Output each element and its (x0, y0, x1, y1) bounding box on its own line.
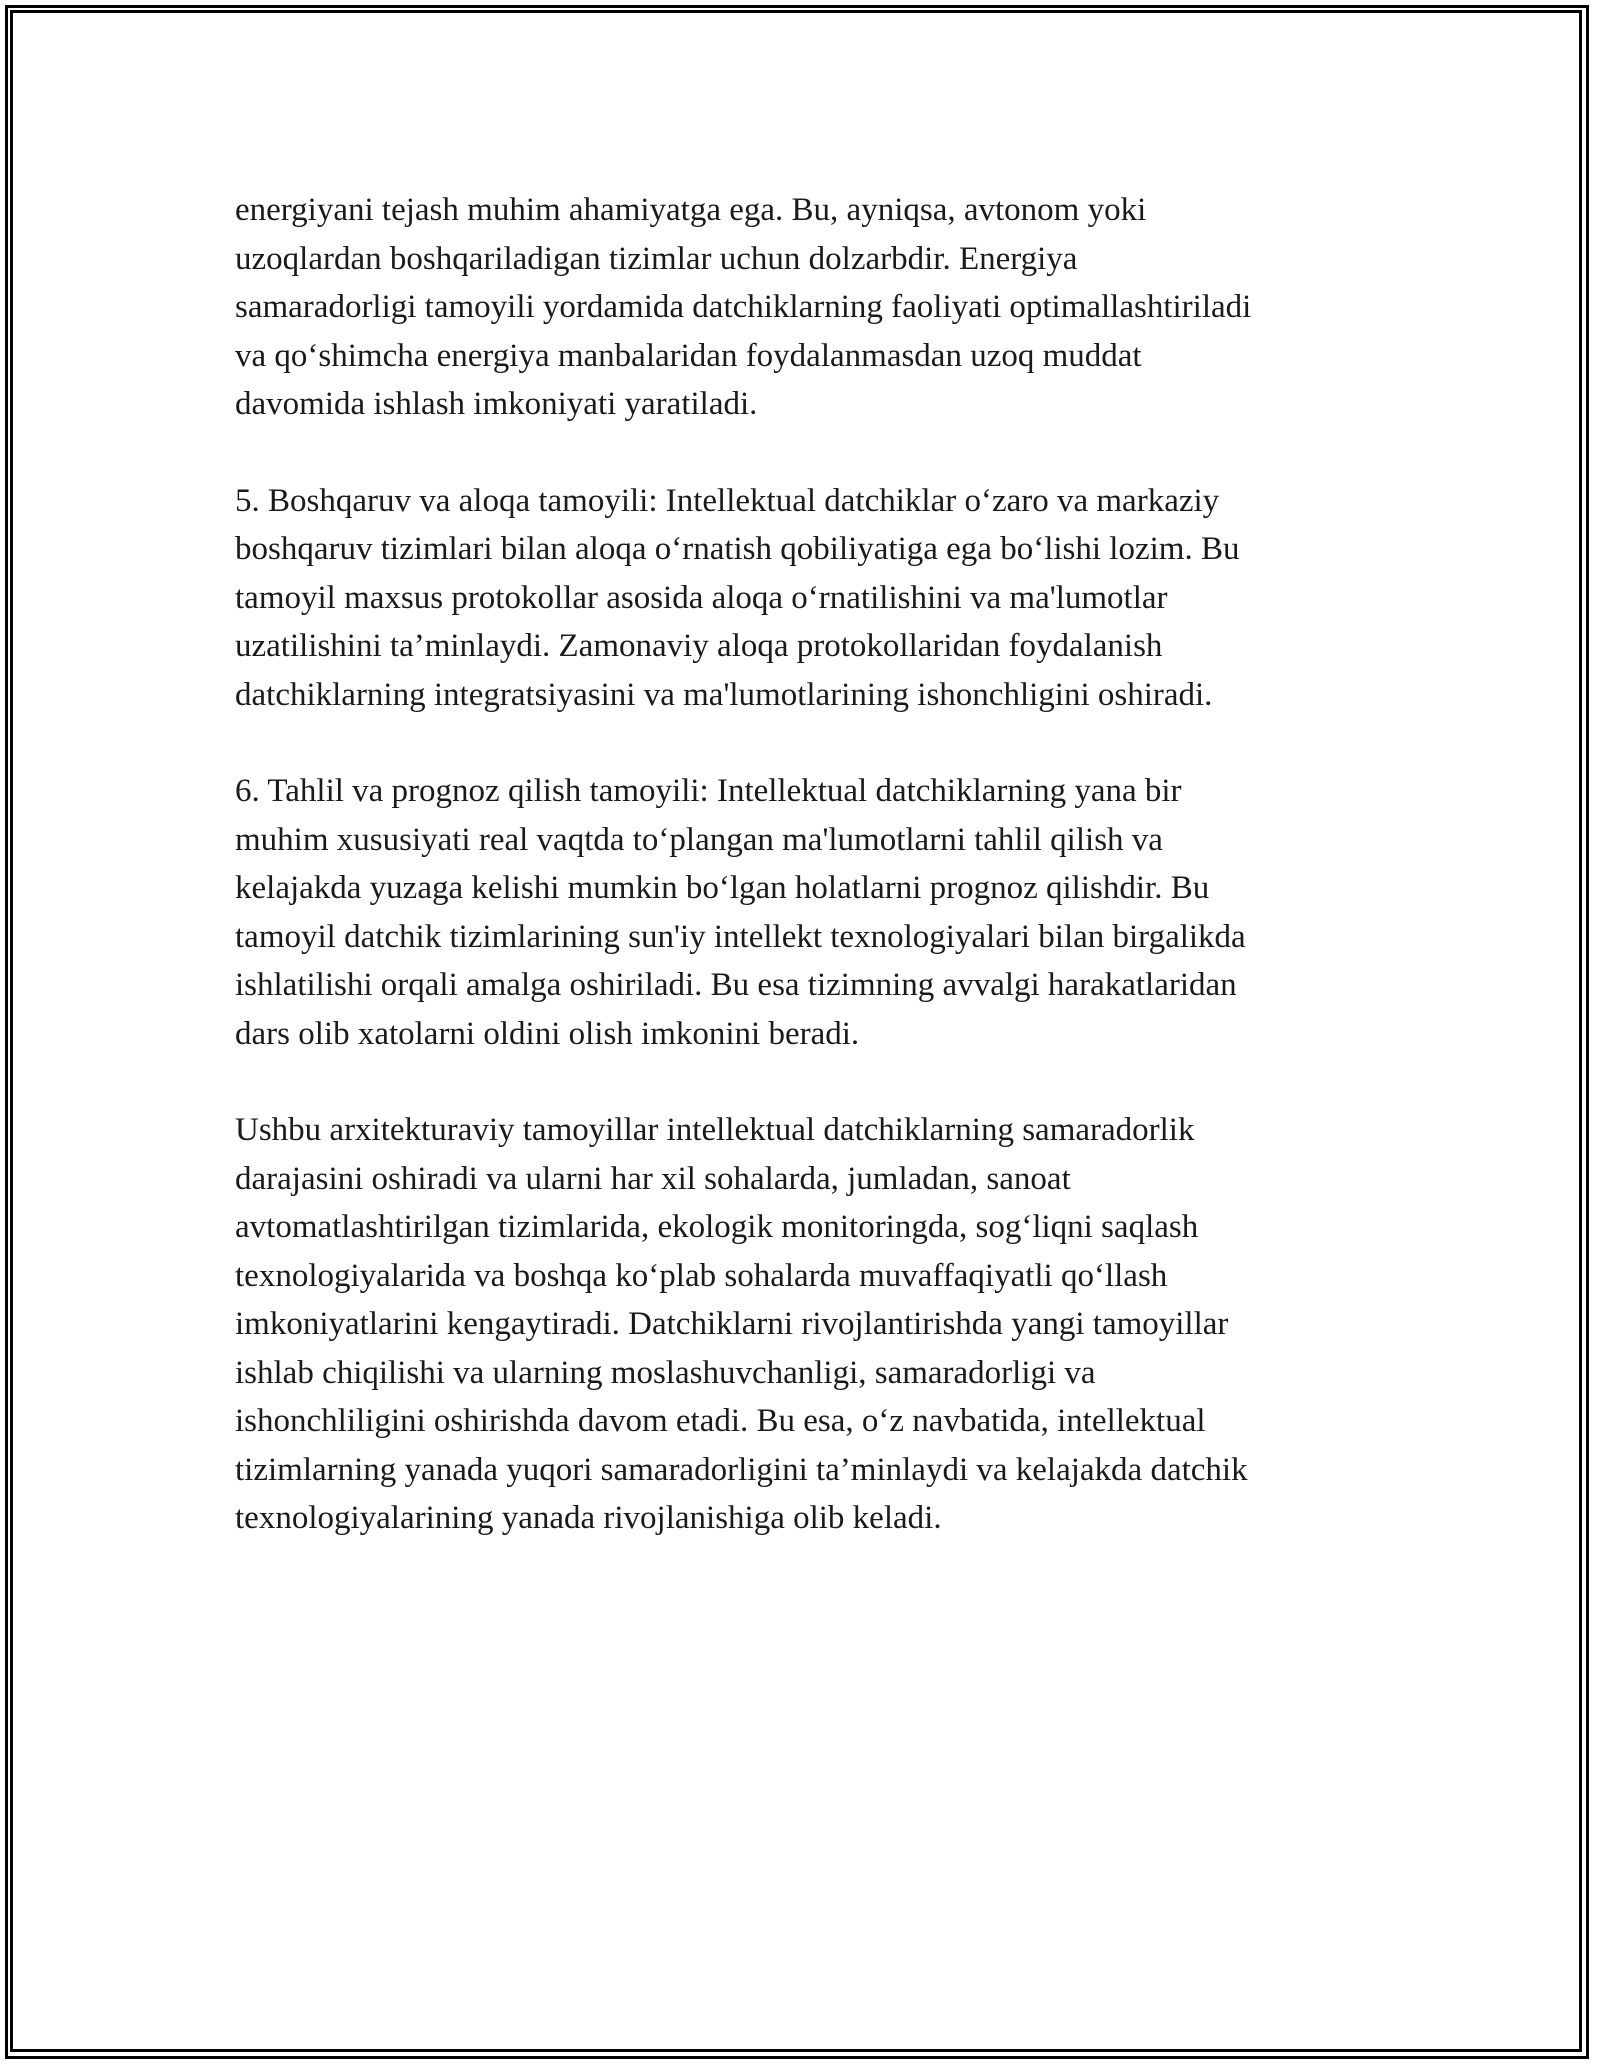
paragraph-control-communication: 5. Boshqaruv va aloqa tamoyili: Intellektual datchiklar o‘zaro va markaziy boshqaruv tizimlari bilan aloqa o‘rnatish qobiliyatiga ega bo‘lishi lozim. Bu tamoyil maxsus protokollar asosida aloqa o‘rnatilishini va ma'lumotlar uzatilishini ta’minlaydi. Zamonaviy aloqa protokollaridan foydalanish datchiklarning integratsiyasini va ma'lumotlarining ishonchligini oshiradi. (235, 482, 1240, 713)
paragraph-analysis-forecast: 6. Tahlil va prognoz qilish tamoyili: Intellektual datchiklarning yana bir muhim xususiyati real vaqtda to‘plangan ma'lumotlarni tahlil qilish va kelajakda yuzaga kelishi mumkin bo‘lgan holatlarni prognoz qilishdir. Bu tamoyil datchik tizimlarining sun'iy intellekt texnologiyalari bilan birgalikda ishlatilishi orqali amalga oshiriladi. Bu esa tizimning avvalgi harakatlaridan dars olib xatolarni oldini olish imkonini beradi. (235, 773, 1246, 1052)
paragraph-conclusion: Ushbu arxitekturaviy tamoyillar intellektual datchiklarning samaradorlik darajasini oshiradi va ularni har xil sohalarda, jumladan, sanoat avtomatlashtirilgan tizimlarida, ekologik monitoringda, sog‘liqni saqlash texnologiyalarida va boshqa ko‘plab sohalarda muvaffaqiyatli qo‘llash imkoniyatlarini kengaytiradi. Datchiklarni rivojlantirishda yangi tamoyillar ishlab chiqilishi va ularning moslashuvchanligi, samaradorligi va ishonchliligini oshirishda davom etadi. Bu esa, o‘z navbatida, intellektual tizimlarning yanada yuqori samaradorligini ta’minlaydi va kelajakda datchik texnologiyalarining yanada rivojlanishiga olib keladi. (235, 1112, 1248, 1536)
document-body (235, 186, 1375, 1591)
paragraph-energy-efficiency: energiyani tejash muhim ahamiyatga ega. Bu, ayniqsa, avtonom yoki uzoqlardan boshqariladigan tizimlar uchun dolzarbdir. Energiya samaradorligi tamoyili yordamida datchiklarning faoliyati optimallashtiriladi va qo‘shimcha energiya manbalaridan foydalanmasdan uzoq muddat davomida ishlash imkoniyati yaratiladi. (235, 192, 1252, 422)
